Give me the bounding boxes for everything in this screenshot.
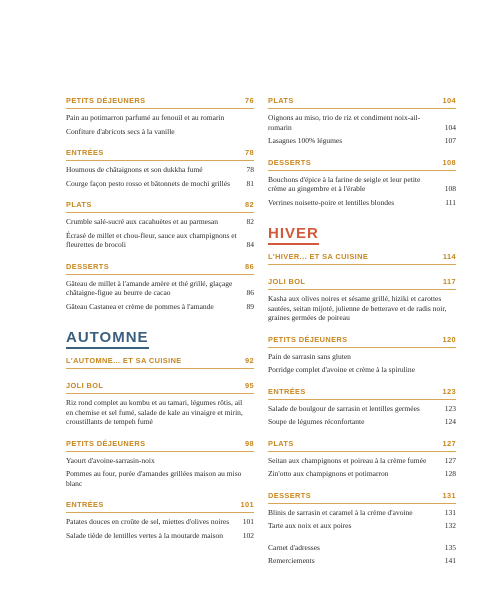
- section-title: PETITS DÉJEUNERS: [66, 438, 146, 448]
- entry-page: 82: [246, 217, 254, 226]
- toc-section: [268, 277, 456, 323]
- section-header: [66, 96, 254, 109]
- section-header: [66, 356, 254, 369]
- section-page: 86: [244, 261, 254, 271]
- entry-title: Bouchons d'épice à la farine de seigle et leur petite crème au gingembre et à l'érable: [268, 174, 421, 193]
- toc-entry: [268, 508, 456, 518]
- section-page: 78: [244, 148, 254, 157]
- entry-page: 107: [444, 136, 456, 145]
- section-page: 104: [442, 96, 456, 105]
- entry-title: Kasha aux olives noires et sésame grillé, hiziki et carottes sautées, seitan mijoté, julienne de betterave et de radis noir, graines germées de poireau: [268, 294, 447, 322]
- entry-title: Lasagnes 100% légumes: [268, 136, 343, 145]
- entry-title: Remerciements: [268, 556, 315, 565]
- entry-title: Salade de boulgour de sarrasin et lentilles germées: [268, 403, 420, 413]
- toc-entry: [268, 352, 456, 362]
- section-header: [66, 148, 254, 161]
- entry-page: 102: [242, 530, 254, 540]
- section-header: [268, 387, 456, 400]
- toc-column-right: [268, 96, 456, 570]
- entry-page: 89: [246, 301, 254, 311]
- entry-page: 111: [445, 197, 456, 207]
- section-header: [268, 491, 456, 504]
- entry-page: 86: [246, 288, 254, 297]
- toc-entry: [66, 179, 254, 189]
- section-header: [268, 439, 456, 452]
- section-header: [66, 381, 254, 394]
- entry-title: Verrines noisette-poire et lentilles blondes: [268, 197, 395, 207]
- entry-title: Zin'otto aux champignons et potimarron: [268, 469, 389, 478]
- entry-title: Patates douces en croûte de sel, miettes d'olives noires: [66, 517, 230, 526]
- entry-title: Houmous de châtaignons et son dukkha fumé: [66, 165, 203, 174]
- section-page: 82: [244, 200, 254, 209]
- toc-section: [66, 356, 254, 369]
- entry-title: Carnet d'adresses: [268, 542, 320, 552]
- section-title: PLATS: [268, 438, 294, 448]
- entry-title: Gâteau Castanea et crème de pommes à l'amande: [66, 301, 214, 311]
- entry-page: 135: [444, 542, 456, 552]
- entry-page: 123: [444, 403, 456, 413]
- toc-entry: [268, 456, 456, 466]
- entry-title: Soupe de légumes réconfortante: [268, 417, 365, 426]
- toc-section: [66, 148, 254, 188]
- entry-page: 108: [444, 184, 456, 193]
- appendix-entry: [268, 543, 456, 553]
- entry-page: 128: [444, 469, 456, 478]
- section-page: 108: [442, 157, 456, 167]
- section-header: [268, 277, 456, 290]
- toc-section: [268, 491, 456, 531]
- entry-page: 124: [444, 417, 456, 426]
- section-title: ENTRÉES: [66, 148, 104, 157]
- toc-entry: [66, 302, 254, 312]
- season-title: HIVER: [268, 225, 319, 245]
- entry-page: 141: [444, 556, 456, 565]
- toc-section: [268, 335, 456, 375]
- toc-entry: [268, 175, 456, 194]
- toc-entry: [268, 521, 456, 531]
- section-header: [66, 200, 254, 213]
- section-title: JOLI BOL: [268, 277, 306, 286]
- entry-title: Pain au potimarron parfumé au fenouil et au romarin: [66, 113, 225, 122]
- toc-entry: [268, 469, 456, 479]
- toc-entry: [268, 294, 456, 323]
- toc-entry: [66, 469, 254, 488]
- entry-title: Pain de sarrasin sans gluten: [268, 351, 351, 361]
- section-page: 127: [442, 438, 456, 448]
- toc-entry: [268, 113, 456, 132]
- section-title: DESSERTS: [66, 261, 110, 271]
- entry-page: 104: [444, 122, 456, 132]
- entry-title: Riz rond complet au kombu et au tamari, légumes rôtis, ail en chemise et sel fumé, salade de kale au vinaigre et mirin, croustillants de tempeh fumé: [66, 398, 243, 426]
- toc-section: [268, 439, 456, 479]
- toc-section: [66, 200, 254, 250]
- toc-entry: [268, 198, 456, 208]
- section-title: ENTRÉES: [268, 386, 306, 396]
- section-page: 76: [244, 96, 254, 105]
- entry-page: 127: [444, 455, 456, 465]
- toc-section: [66, 500, 254, 540]
- section-title: DESSERTS: [268, 490, 312, 500]
- section-page: 120: [442, 334, 456, 344]
- section-header: [66, 439, 254, 452]
- section-title: PLATS: [268, 96, 294, 105]
- section-header: [268, 252, 456, 265]
- season-title: AUTOMNE: [66, 329, 149, 349]
- toc-section: [66, 262, 254, 312]
- toc-section: [66, 96, 254, 136]
- entry-page: 81: [246, 178, 254, 188]
- section-title: L'HIVER... ET SA CUISINE: [268, 252, 369, 261]
- toc-entry: [66, 127, 254, 137]
- entry-title: Crumble salé-sucré aux cacahuètes et au parmesan: [66, 217, 219, 226]
- toc-entry: [66, 398, 254, 427]
- entry-title: Porridge complet d'avoine et crème à la spiruline: [268, 365, 415, 374]
- entry-title: Courge façon pesto rosso et bâtonnets de mochi grillés: [66, 178, 230, 188]
- toc-section: [268, 387, 456, 427]
- entry-title: Oignons au miso, trio de riz et condiment noix-ail-romarin: [268, 113, 421, 132]
- section-header: [268, 335, 456, 348]
- toc-entry: [268, 404, 456, 414]
- section-title: PETITS DÉJEUNERS: [66, 96, 146, 105]
- toc-entry: [66, 217, 254, 227]
- section-page: 117: [442, 277, 456, 286]
- toc-section: [268, 96, 456, 146]
- toc-entry: [66, 279, 254, 298]
- toc-section: [66, 439, 254, 489]
- section-title: PETITS DÉJEUNERS: [268, 334, 348, 344]
- section-header: [268, 158, 456, 171]
- section-title: L'AUTOMNE... ET SA CUISINE: [66, 356, 182, 365]
- entry-title: Salade tiède de lentilles vertes à la moutarde maison: [66, 530, 224, 540]
- section-title: PLATS: [66, 200, 92, 209]
- appendix-entry: [268, 556, 456, 566]
- section-page: 95: [244, 381, 254, 390]
- entry-page: 78: [246, 165, 254, 174]
- entry-title: Gâteau de millet à l'amande amère et thé grillé, glaçage châtaigne-figue au beurre de cacao: [66, 278, 233, 297]
- entry-title: Blinis de sarrasin et caramel à la crème d'avoine: [268, 507, 413, 517]
- toc-section: [268, 252, 456, 265]
- section-page: 92: [244, 356, 254, 365]
- toc-entry: [66, 231, 254, 250]
- entry-title: Écrasé de millet et chou-fleur, sauce aux champignons et fleurettes de brocoli: [66, 230, 237, 249]
- entry-title: Seitan aux champignons et poireau à la crème fumée: [268, 455, 427, 465]
- section-title: ENTRÉES: [66, 500, 104, 509]
- toc-entry: [66, 165, 254, 175]
- toc-entry: [268, 136, 456, 146]
- section-page: 114: [442, 252, 456, 261]
- section-header: [66, 262, 254, 275]
- section-page: 101: [240, 500, 254, 509]
- toc-entry: [268, 417, 456, 427]
- toc-entry: [66, 531, 254, 541]
- toc-column-left: [66, 96, 254, 552]
- entry-page: 84: [246, 240, 254, 249]
- toc-entry: [268, 365, 456, 375]
- entry-page: 101: [242, 517, 254, 526]
- section-page: 131: [442, 490, 456, 500]
- toc-section: [66, 381, 254, 427]
- entry-title: Confiture d'abricots secs à la vanille: [66, 126, 175, 136]
- entry-page: 132: [444, 521, 456, 530]
- section-header: [66, 500, 254, 513]
- section-header: [268, 96, 456, 109]
- toc-entry: [66, 517, 254, 527]
- section-title: DESSERTS: [268, 157, 312, 167]
- entry-title: Pommes au four, purée d'amandes grillées maison au miso blanc: [66, 469, 242, 488]
- entry-title: Yaourt d'avoine-sarrasin-noix: [66, 455, 155, 465]
- toc-section: [268, 158, 456, 208]
- entry-page: 131: [444, 507, 456, 517]
- section-title: JOLI BOL: [66, 381, 104, 390]
- section-page: 123: [442, 386, 456, 396]
- entry-title: Tarte aux noix et aux poires: [268, 521, 352, 530]
- toc-entry: [66, 113, 254, 123]
- toc-entry: [66, 456, 254, 466]
- section-page: 98: [244, 438, 254, 448]
